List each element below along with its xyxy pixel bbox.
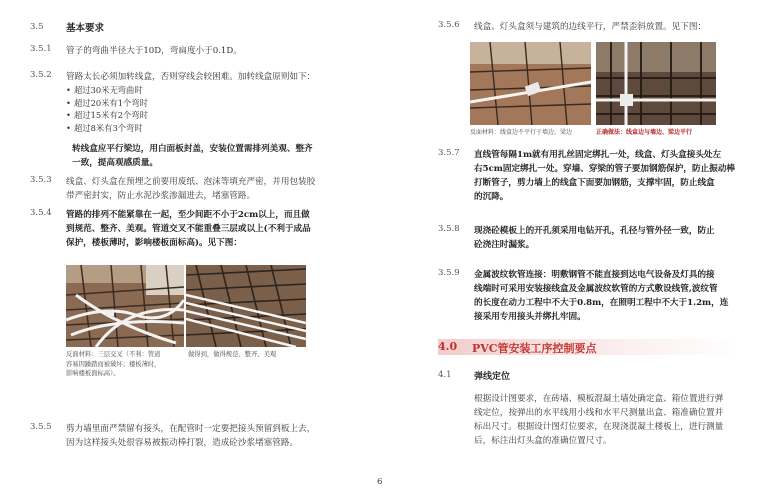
section-number: 4.1	[438, 370, 452, 380]
caption-line: 容易因躁踏而被破坏；楼板薄时，	[66, 360, 161, 368]
section-3-5-4	[30, 208, 311, 250]
list-item: • 超过15米有2个弯时	[66, 109, 315, 122]
text-line: 右5cm固定绑扎一处。穿墙、穿梁的管子要加钢筋保护，防止振动棒	[474, 164, 735, 174]
caption-line: 影响楼板面标高）。	[66, 370, 120, 377]
text-line: 管路的排列不能紧靠在一起，至少间距不小于2cm以上，而且做	[66, 210, 310, 220]
text-line: 剪力墙里面严禁留有接头，在配管时一定要把接头预留到板上去，	[66, 424, 316, 434]
list-item: • 超过30米无弯曲时	[66, 84, 315, 97]
photo-neat-layout	[186, 265, 306, 347]
text-line: 现浇砼模板上的开孔须采用电钻开孔，孔径与管外径一致，防止	[474, 226, 715, 236]
photo-caption-negative	[66, 350, 184, 379]
chapter-heading-4-0	[438, 339, 738, 355]
section-title: 基本要求	[66, 23, 105, 34]
paragraph: 管路太长必须加转线盒，否则穿线会较困难。加转线盒原则如下：	[66, 72, 316, 82]
page-number: 6	[377, 477, 383, 487]
text-line: 转线盒应平行梁边，用白面板封盖，安装位置需排列美观、整齐	[72, 144, 313, 154]
bold-note	[72, 142, 313, 170]
section-3-5-8	[438, 224, 715, 252]
list-item: • 超过20米有1个弯时	[66, 97, 315, 110]
text-line: 到规范、整齐、美观。管道交叉不能重叠三层或以上(不利于成品	[66, 224, 311, 234]
text-line: 的长度在动力工程中不大于0.8m，在照明工程中不大于1.2m，连	[474, 298, 729, 308]
section-3-5-1	[30, 44, 242, 58]
text-line: 线端时可采用安装接线盒及金属波纹软管的方式敷设线管,波纹管	[474, 284, 718, 294]
section-4-1-body	[474, 392, 723, 448]
photo-caption-positive: 做得到，做得规范、整齐、美观	[188, 351, 277, 358]
section-4-1	[438, 370, 510, 384]
section-3-5-3	[30, 175, 315, 203]
chapter-title: PVC管安装工序控制要点	[472, 342, 597, 355]
text-line: 金属波纹软管连接：明敷钢管不能直接到达电气设备及灯具的接	[474, 270, 715, 280]
section-number: 3.5.3	[30, 175, 52, 185]
text-line: 接采用专用接头并绑扎牢固。	[474, 312, 586, 322]
section-number: 3.5.2	[30, 70, 52, 80]
section-number: 3.5.7	[438, 148, 460, 158]
section-3-5-2	[30, 70, 315, 134]
section-3-5-5	[30, 422, 315, 450]
section-title: 弹线定位	[474, 372, 511, 382]
paragraph: 线盒、灯头盒须与建筑的边线平行，严禁歪斜放置。见下图：	[474, 22, 707, 32]
photo-caption-negative: 反面材料：线盒边不平行于墙边、梁边	[470, 129, 573, 136]
section-number: 3.5.9	[438, 268, 460, 278]
section-3-5-6	[438, 20, 706, 34]
section-number: 3.5.8	[438, 224, 460, 234]
text-line: 线盒、灯头盒在预埋之前要用废纸、泡沫等填充严密，并用包装胶	[66, 177, 316, 187]
text-line: 标出尺寸。根据设计图灯位要求，在现浇混凝土楼板上，进行测量	[474, 422, 724, 432]
photo-box-parallel	[596, 42, 716, 125]
photo-caption-positive: 正确做法：线盒边与墙边、梁边平行	[596, 129, 693, 136]
section-number: 3.5.5	[30, 422, 52, 432]
chapter-number: 4.0	[438, 340, 458, 353]
text-line: 保护，楼板薄时，影响楼板面标高)。见下图：	[66, 238, 242, 248]
text-line: 线定位，按弹出的水平线用小线和水平尺测量出盒、箱准确位置并	[474, 408, 724, 418]
list-item: • 超过8米有3个弯时	[66, 122, 315, 135]
text-line: 因为这样接头处很容易被振动棒打裂，造成砼沙浆堵塞管路。	[66, 438, 299, 448]
section-number: 3.5.1	[30, 44, 52, 54]
section-number: 3.5.6	[438, 20, 460, 30]
text-line: 打断管子，剪力墙上的线盒下面要加钢筋，支撑牢固，防止线盒	[474, 178, 715, 188]
section-3-5-9	[438, 268, 728, 324]
section-number: 3.5	[30, 22, 44, 32]
text-line: 一致，提高观感质量。	[72, 158, 158, 168]
photo-box-not-parallel	[470, 42, 591, 125]
section-3-5-7	[438, 148, 735, 204]
text-line: 直线管每隔1m就有用扎丝固定绑扎一处，线盒、灯头盒接头处左	[474, 150, 722, 160]
caption-line: 反面材料：三层交叉（不利：管道	[66, 351, 161, 358]
paragraph: 管子的弯曲半径大于10D，弯扁度小于0.1D。	[66, 46, 242, 56]
bullet-list	[66, 84, 315, 134]
section-3-5	[30, 22, 104, 36]
text-line: 带严密封实，防止水泥沙浆渗漏进去，堵塞管路。	[66, 191, 256, 201]
section-number: 3.5.4	[30, 208, 52, 218]
text-line: 根据设计图要求，在砖墙、模板混凝土墙处确定盒、箱位置进行弹	[474, 394, 724, 404]
text-line: 后，标注出灯头盒的准确位置尺寸。	[474, 436, 612, 446]
text-line: 的沉降。	[474, 192, 509, 202]
photo-three-layer-crossing	[66, 265, 184, 347]
text-line: 砼浇注时漏浆。	[474, 240, 535, 250]
